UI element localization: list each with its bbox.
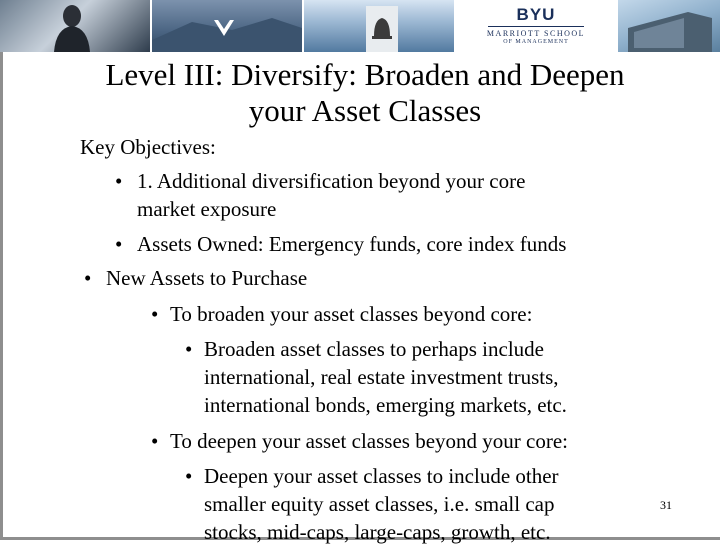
slide-title (40, 57, 690, 129)
logo-name: BYU (516, 5, 556, 24)
broaden-line-2: international, real estate investment trusts, (204, 365, 559, 389)
bullet: • (185, 464, 193, 488)
objective-1-line-2: market exposure (137, 197, 277, 221)
mountain-y-icon (152, 0, 302, 52)
deepen-line-2: smaller equity asset classes, i.e. small cap (204, 492, 555, 516)
bullet: • (115, 169, 123, 193)
byu-logo (456, 0, 618, 52)
broaden-line-1: Broaden asset classes to perhaps include (204, 337, 544, 361)
statue-icon (42, 2, 102, 52)
bell-tower-photo (304, 0, 456, 52)
objective-1-line-1: 1. Additional diversification beyond your core (137, 169, 526, 193)
new-assets-heading: New Assets to Purchase (106, 266, 308, 290)
title-line-2: your Asset Classes (248, 93, 482, 128)
bullet: • (185, 337, 193, 361)
deepen-heading: To deepen your asset classes beyond your core: (170, 429, 568, 453)
deepen-line-1: Deepen your asset classes to include other (204, 464, 559, 488)
bullet: • (151, 302, 159, 326)
logo-divider (488, 26, 584, 27)
bullet: • (84, 266, 92, 290)
building-icon (628, 8, 712, 52)
broaden-line-3: international bonds, emerging markets, etc. (204, 393, 567, 417)
deepen-line-3: stocks, mid-caps, large-caps, growth, etc. (204, 520, 551, 544)
logo-school: MARRIOTT SCHOOL (486, 29, 586, 38)
logo-management: OF MANAGEMENT (503, 39, 569, 45)
key-objectives-heading: Key Objectives: (80, 135, 216, 159)
title-line-1: Level III: Diversify: Broaden and Deepen (105, 57, 625, 92)
bullet: • (151, 429, 159, 453)
statue-photo (0, 0, 152, 52)
broaden-heading: To broaden your asset classes beyond core: (170, 302, 533, 326)
frame-left-border (0, 52, 3, 540)
header-banner (0, 0, 720, 52)
y-mountain-photo (152, 0, 304, 52)
bullet: • (115, 232, 123, 256)
assets-owned: Assets Owned: Emergency funds, core index funds (137, 232, 567, 256)
slide-number: 31 (660, 498, 672, 512)
building-photo (618, 0, 720, 52)
bell-icon (362, 6, 402, 52)
